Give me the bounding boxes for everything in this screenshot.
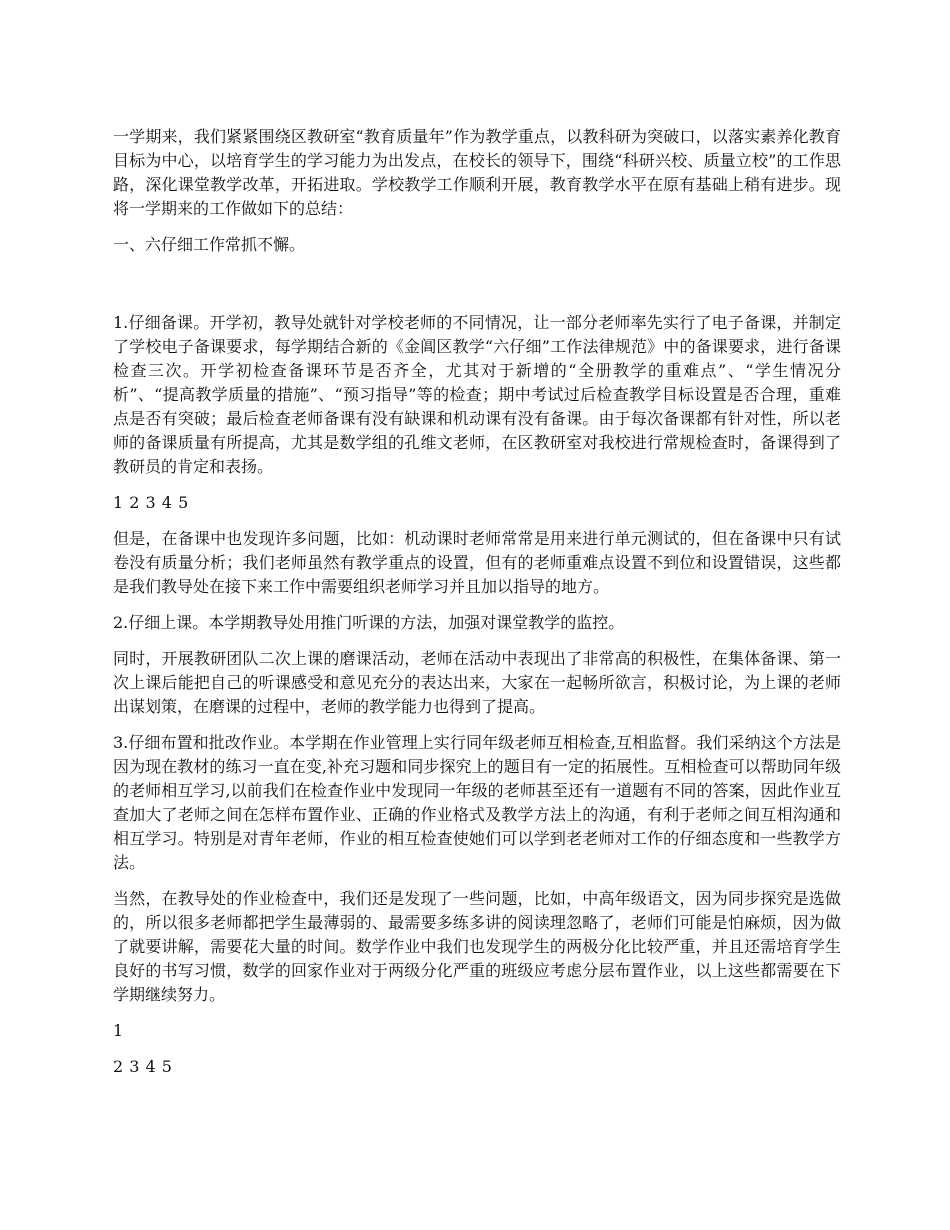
blank-gap <box>113 269 841 311</box>
paragraph-homework: 3.仔细布置和批改作业。本学期在作业管理上实行同年级老师互相检查,互相监督。我们采纳这个方法是因为现在教材的练习一直在变,补充习题和同步探究上的题目有一定的拓展性。互相检查可以帮助同年级的老师相互学习,以前我们在检查作业中发现同一年级的老师甚至还有一道题有不同的答案，因此作业互查加大了老师之间在怎样布置作业、正确的作业格式及教学方法上的沟通，有利于老师之间互相沟通和相互学习。特别是对青年老师，作业的相互检查使她们可以学到老老师对工作的仔细态度和一些教学方法。 <box>113 733 841 872</box>
intro-paragraph: 一学期来，我们紧紧围绕区教研室“教育质量年”作为教学重点，以教科研为突破口，以落实素养化教育目标为中心，以培育学生的学习能力为出发点，在校长的领导下，围绕“科研兴校、质量立校”的工作思路，深化课堂教学改革，开拓进取。学校教学工作顺利开展，教育教学水平在原有基础上稍有进步。现将一学期来的工作做如下的总结： <box>113 127 841 218</box>
paragraph-prep-problems: 但是，在备课中也发现许多问题，比如：机动课时老师常常是用来进行单元测试的，但在备课中只有试卷没有质量分析；我们老师虽然有教学重点的设置，但有的老师重难点设置不到位和设置错误，这些都是我们教导处在接下来工作中需要组织老师学习并且加以指导的地方。 <box>113 529 841 596</box>
paragraph-lesson-prep: 1.仔细备课。开学初，教导处就针对学校老师的不同情况，让一部分老师率先实行了电子备课，并制定了学校电子备课要求，每学期结合新的《金阊区教学“六仔细”工作法律规范》中的备课要求，进行备课检查三次。开学初检查备课环节是否齐全，尤其对于新增的“全册教学的重难点”、“学生情况分析”、“提高教学质量的措施”、“预习指导”等的检查；期中考试过后检查教学目标设置是否合理，重难点是否有突破；最后检查老师备课有没有缺课和机动课有没有备课。由于每次备课都有针对性，所以老师的备课质量有所提高，尤其是数学组的孔维文老师，在区教研室对我校进行常规检查时，备课得到了教研员的肯定和表扬。 <box>113 313 841 476</box>
page-number-line: 1 2 3 4 5 <box>113 493 189 512</box>
paragraph-teaching: 2.仔细上课。本学期教导处用推门听课的方法，加强对课堂教学的监控。 <box>113 613 625 632</box>
page-number-line: 2 3 4 5 <box>113 1057 173 1076</box>
document-page <box>113 125 841 1091</box>
paragraph-lesson-polishing: 同时，开展教研团队二次上课的磨课活动，老师在活动中表现出了非常高的积极性，在集体备课、第一次上课后能把自己的听课感受和意见充分的表达出来，大家在一起畅所欲言，积极讨论，为上课的老师出谋划策，在磨课的过程中，老师的教学能力也得到了提高。 <box>113 649 841 716</box>
page-number-line: 1 <box>113 1021 124 1040</box>
section-heading: 一、六仔细工作常抓不懈。 <box>113 235 306 254</box>
paragraph-homework-problems: 当然，在教导处的作业检查中，我们还是发现了一些问题，比如，中高年级语文，因为同步探究是选做的，所以很多老师都把学生最薄弱的、最需要多练多讲的阅读理忽略了，老师们可能是怕麻烦，因为做了就要讲解，需要花大量的时间。数学作业中我们也发现学生的两极分化比较严重，并且还需培育学生良好的书写习惯，数学的回家作业对于两级分化严重的班级应考虑分层布置作业，以上这些都需要在下学期继续努力。 <box>113 889 841 1004</box>
